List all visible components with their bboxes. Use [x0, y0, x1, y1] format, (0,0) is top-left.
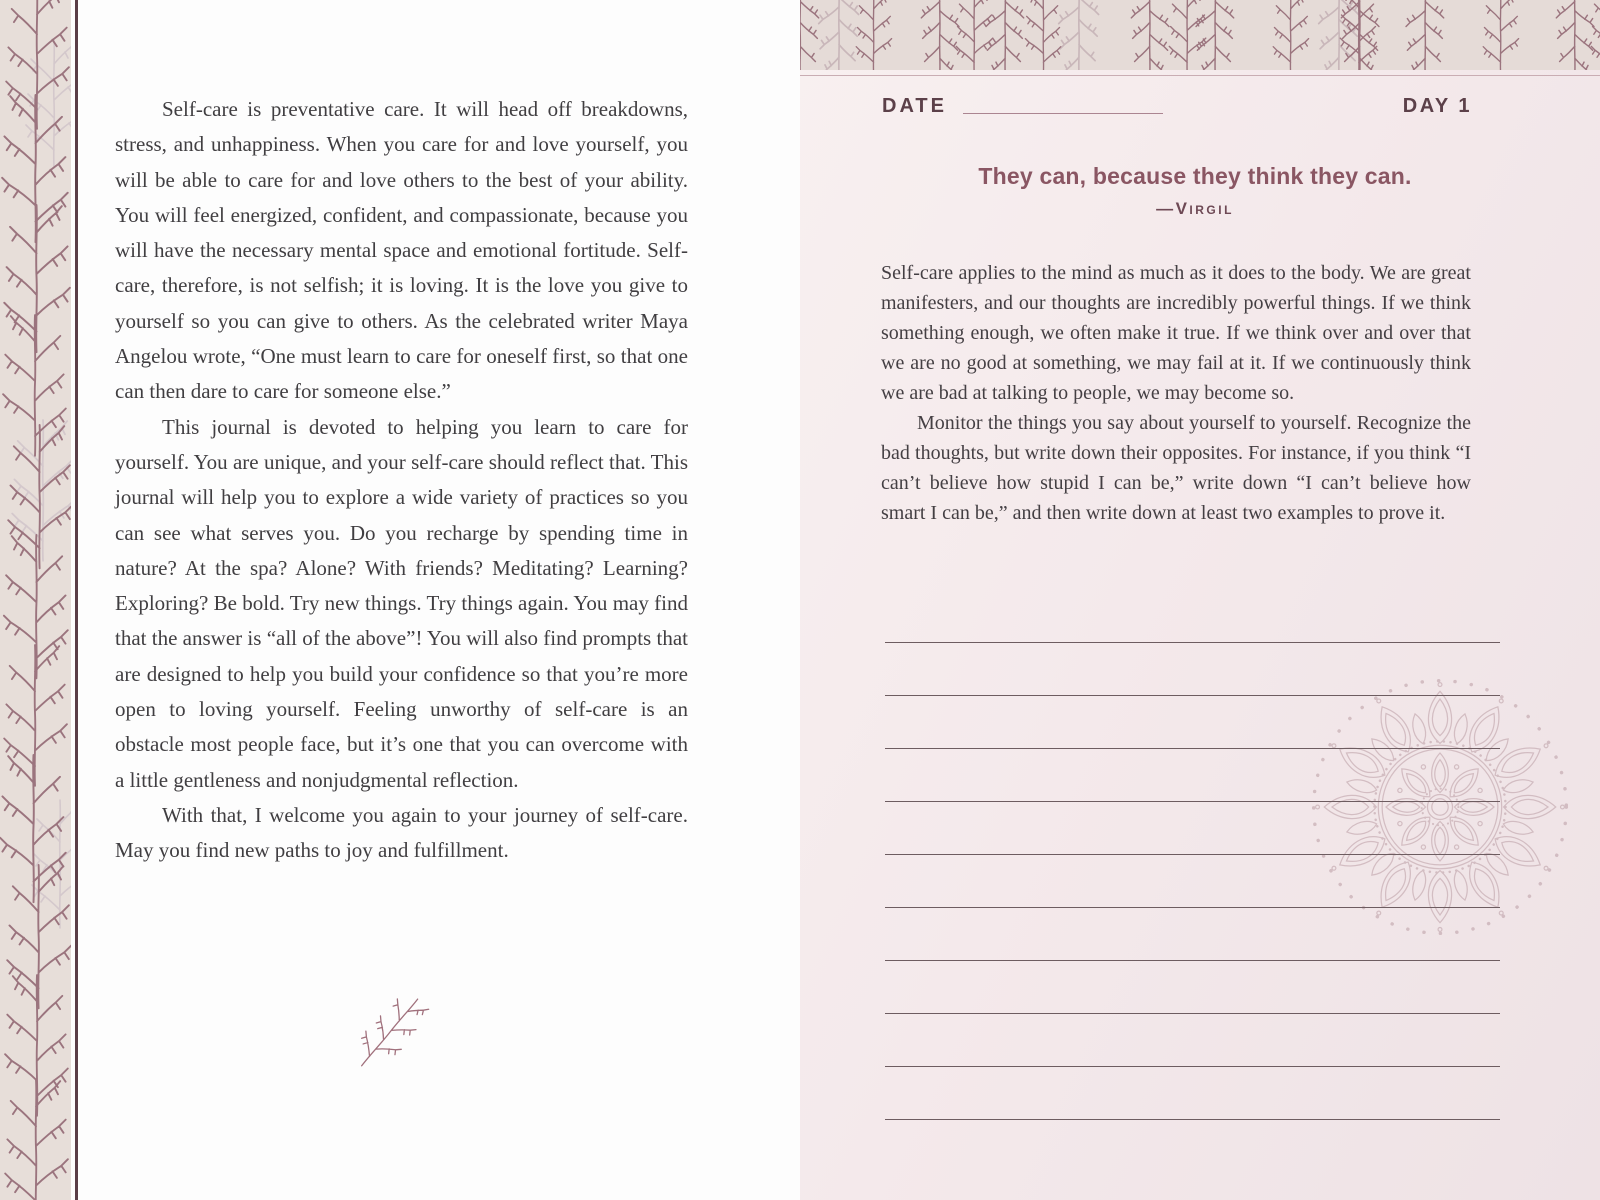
ruled-line: [885, 643, 1500, 696]
intro-paragraph: This journal is devoted to helping you learn to care for yourself. You are unique, and your self-care should reflect that. This journal will help you to explore a wide variety of practices so you can see what serves you. Do you recharge by spending time in nature? At the spa? Alone? With friends? Meditating? Learning? Exploring? Be bold. Try new things. Try things again. You may find that the answer is “all of the above”! You will also find prompts that are designed to help you build your confidence so that you’re more open to loving yourself. Feeling unworthy of self-care is an obstacle most people face, but it’s one that you can overcome with a little gentleness and nonjudgmental reflection.: [115, 414, 688, 792]
day-label: DAY 1: [1402, 95, 1472, 117]
ruled-line: [885, 802, 1500, 855]
day-text: [881, 258, 1471, 528]
intro-paragraph: Self-care is preventative care. It will head off breakdowns, stress, and unhappiness. When you care for and love yourself, you will be able to care for and love others to the best of your ability. You will feel energized, confident, and compassionate, because you will have the necessary mental space and emotional fortitude. Self-care, therefore, is not selfish; it is loving. It is the love you give to yourself so you can give to others. As the celebrated writer Maya Angelou wrote, “One must learn to care for oneself first, so that one can then dare to care for someone else.”: [115, 97, 688, 404]
vertical-rule: [75, 0, 78, 1200]
sprig-icon: [352, 978, 452, 1078]
branch-border-left: [0, 0, 71, 1200]
branch-border-top: [800, 0, 1600, 70]
header-row: [882, 94, 1472, 118]
ruled-line: [885, 696, 1500, 749]
intro-text: [115, 92, 688, 869]
ruled-line: [885, 590, 1500, 643]
branch-pattern-icon: [800, 0, 1600, 70]
band-separator: [800, 75, 1600, 76]
quote-text: They can, because they think they can.: [978, 163, 1412, 189]
day-paragraph: Self-care applies to the mind as much as it does to the body. We are great manifesters, and our thoughts are incredibly powerful things. If we think something enough, we often make it true. If we think over and over that we are no good at something, we may fail at it. If we continuously think we are bad at talking to people, we may become so.: [881, 262, 1471, 404]
writing-lines: [885, 590, 1500, 1120]
intro-paragraph: With that, I welcome you again to your journey of self-care. May you find new paths to joy and fulfillment.: [115, 802, 688, 863]
ruled-line: [885, 961, 1500, 1014]
ruled-line: [885, 1014, 1500, 1067]
branch-pattern-icon: [0, 0, 71, 1200]
quote-block: [880, 163, 1510, 219]
ruled-line: [885, 908, 1500, 961]
date-label: DATE: [882, 95, 947, 117]
ruled-line: [885, 855, 1500, 908]
quote-attribution: —Virgil: [1156, 199, 1234, 218]
date-blank-line: [963, 113, 1163, 114]
right-page: [800, 0, 1600, 1200]
ruled-line: [885, 1067, 1500, 1120]
day-paragraph: Monitor the things you say about yourself to yourself. Recognize the bad thoughts, but write down their opposites. For instance, if you think “I can’t believe how stupid I can be,” write down “I can’t believe how smart I can be,” and then write down at least two examples to prove it.: [881, 412, 1471, 524]
ruled-line: [885, 749, 1500, 802]
